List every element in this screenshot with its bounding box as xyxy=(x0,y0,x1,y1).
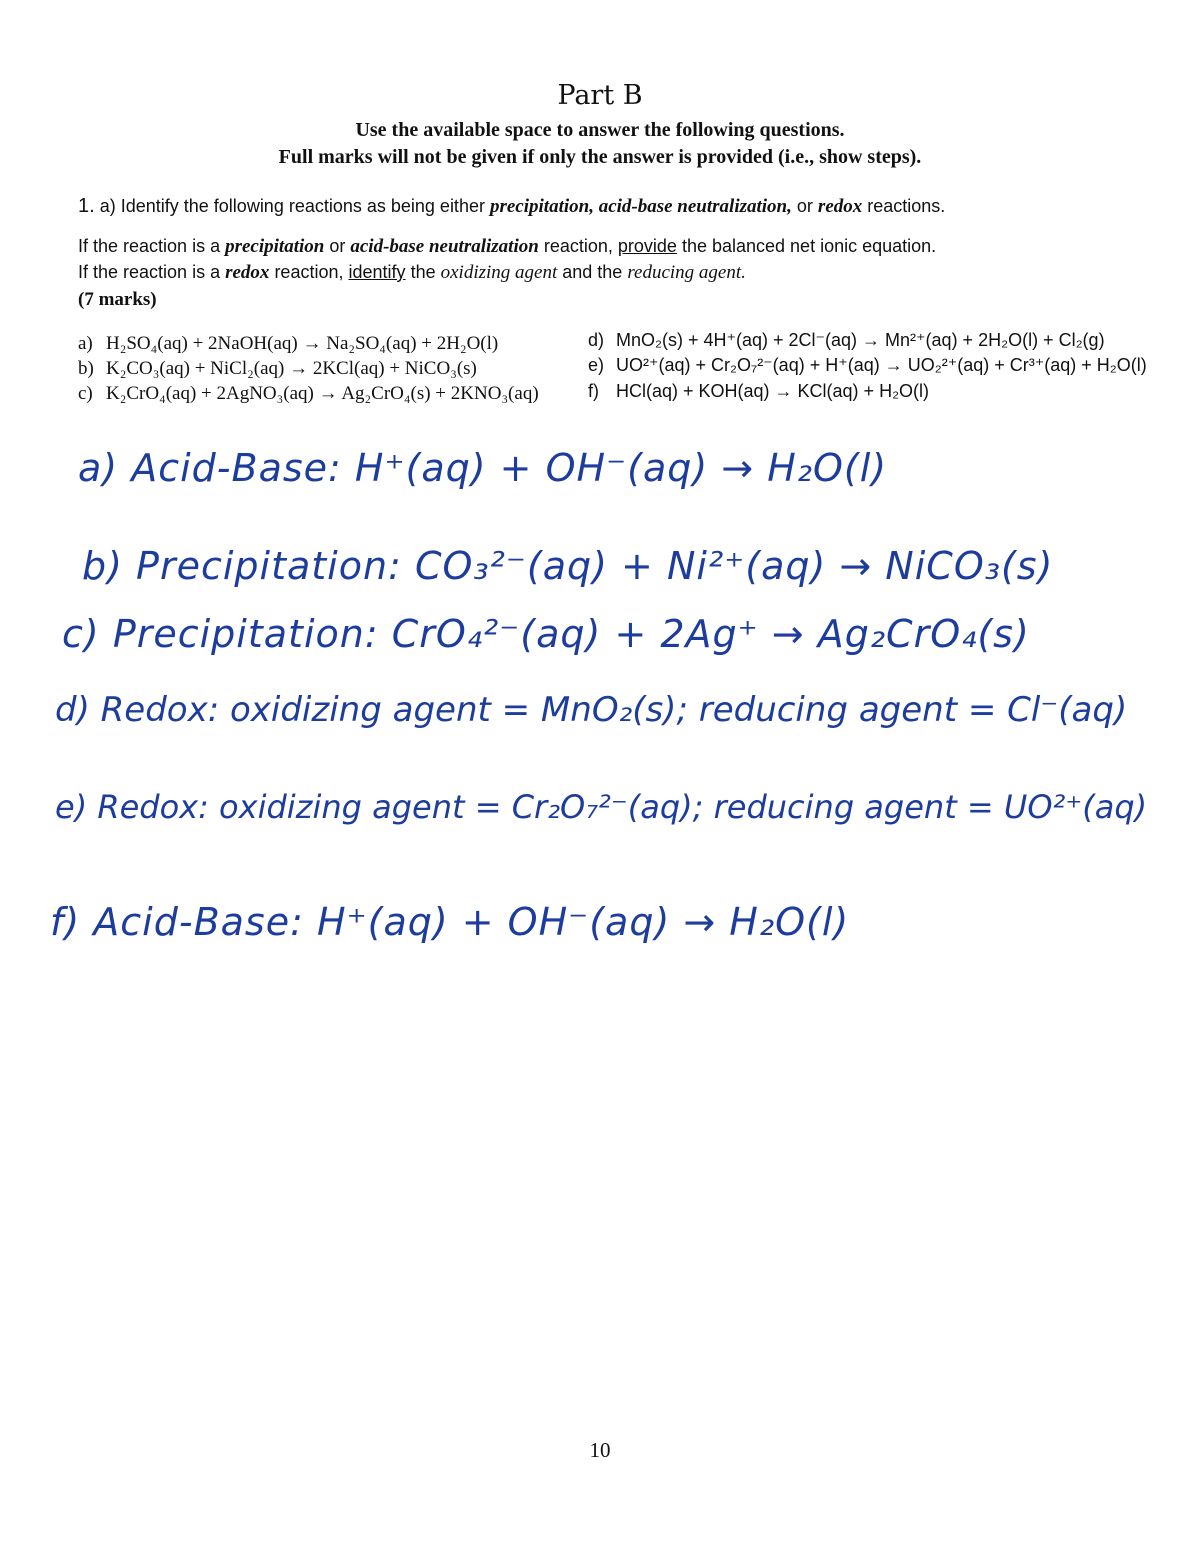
rule2-redox: redox xyxy=(225,262,270,283)
question-prompt xyxy=(78,195,945,218)
answer-label: f) xyxy=(50,900,81,944)
rule1-precipitation: precipitation xyxy=(225,236,325,257)
handwritten-answer xyxy=(50,900,849,944)
answer-text: Precipitation: CrO₄²⁻(aq) + 2Ag⁺ → Ag₂CrO₄(s) xyxy=(112,612,1030,656)
answer-text: Redox: oxidizing agent = Cr₂O₇²⁻(aq); reducing agent = UO²⁺(aq) xyxy=(97,788,1148,826)
reaction-equation: UO²⁺(aq) + Cr₂O₇²⁻(aq) + H⁺(aq) → UO₂²⁺(aq) + Cr³⁺(aq) + H₂O(l) xyxy=(616,355,1147,375)
reaction-equation: K₂CO₃(aq) + NiCl₂(aq) → 2KCl(aq) + NiCO₃(s) xyxy=(106,358,477,379)
rule1-or: or xyxy=(329,236,346,256)
handwritten-answer xyxy=(55,788,1147,826)
answer-label: c) xyxy=(62,612,100,656)
instruction-line-1: Use the available space to answer the following questions. xyxy=(355,119,845,141)
page-title: Part B xyxy=(557,80,643,111)
page-number: 10 xyxy=(589,1438,611,1462)
prompt-post: reactions. xyxy=(867,196,946,216)
answer-text: Redox: oxidizing agent = MnO₂(s); reducing agent = Cl⁻(aq) xyxy=(100,690,1128,730)
rule2-identify: identify xyxy=(348,262,406,282)
rule2-reducing-agent: reducing agent. xyxy=(627,262,746,283)
reaction-label: f) xyxy=(588,381,599,401)
rule2-the: the xyxy=(410,262,436,282)
reaction-equation: MnO₂(s) + 4H⁺(aq) + 2Cl⁻(aq) → Mn²⁺(aq) + 2H₂O(l) + Cl₂(g) xyxy=(616,330,1105,350)
answer-text: Precipitation: CO₃²⁻(aq) + Ni²⁺(aq) → NiCO₃(s) xyxy=(136,544,1054,588)
reaction-row xyxy=(78,383,539,405)
question-number: 1. xyxy=(78,195,95,217)
answer-label: a) xyxy=(78,446,119,490)
instruction-line-2: Full marks will not be given if only the answer is provided (i.e., show steps). xyxy=(278,146,922,168)
marks: (7 marks) xyxy=(78,289,157,310)
answer-label: e) xyxy=(55,788,88,826)
reaction-label: e) xyxy=(588,355,605,375)
rule1-text: If the reaction is a xyxy=(78,236,221,256)
rule2-oxidizing-agent: oxidizing agent xyxy=(440,262,558,283)
reaction-equation: H₂SO₄(aq) + 2NaOH(aq) → Na₂SO₄(aq) + 2H₂O(l) xyxy=(106,333,499,354)
rule1-acid-base: acid-base neutralization xyxy=(350,236,539,257)
rule1-provide: provide xyxy=(617,236,677,256)
rule-line-1 xyxy=(78,236,936,258)
reaction-equation: K₂CrO₄(aq) + 2AgNO₃(aq) → Ag₂CrO₄(s) + 2KNO₃(aq) xyxy=(106,383,539,404)
answer-label: d) xyxy=(55,690,90,730)
rule2-reaction: reaction, xyxy=(274,262,344,282)
prompt-pre: Identify the following reactions as being either xyxy=(120,196,485,216)
reaction-label: b) xyxy=(78,358,94,379)
reaction-row xyxy=(78,333,498,355)
handwritten-answer xyxy=(78,446,887,490)
handwritten-answer xyxy=(55,690,1127,730)
rule2-text: If the reaction is a xyxy=(78,262,221,282)
answer-text: Acid-Base: H⁺(aq) + OH⁻(aq) → H₂O(l) xyxy=(131,446,888,490)
handwritten-answer xyxy=(62,612,1030,656)
reaction-label: c) xyxy=(78,383,93,404)
reaction-row xyxy=(588,381,929,402)
question-part-label: a) xyxy=(99,196,116,216)
reaction-row xyxy=(78,358,477,380)
rule1-tail: the balanced net ionic equation. xyxy=(681,236,937,256)
answer-label: b) xyxy=(82,544,123,588)
handwritten-answer xyxy=(82,544,1053,588)
answer-text: Acid-Base: H⁺(aq) + OH⁻(aq) → H₂O(l) xyxy=(93,900,850,944)
prompt-types: precipitation, acid-base neutralization, xyxy=(489,196,792,217)
reaction-row xyxy=(588,330,1105,351)
rule-line-2 xyxy=(78,262,746,284)
reaction-label: a) xyxy=(78,333,93,354)
rule2-and-the: and the xyxy=(562,262,623,282)
prompt-redox: redox xyxy=(817,196,863,217)
reaction-row xyxy=(588,355,1147,376)
reaction-label: d) xyxy=(588,330,605,350)
rule1-reaction: reaction, xyxy=(543,236,613,256)
reaction-equation: HCl(aq) + KOH(aq) → KCl(aq) + H₂O(l) xyxy=(616,381,930,401)
prompt-or: or xyxy=(796,196,813,216)
